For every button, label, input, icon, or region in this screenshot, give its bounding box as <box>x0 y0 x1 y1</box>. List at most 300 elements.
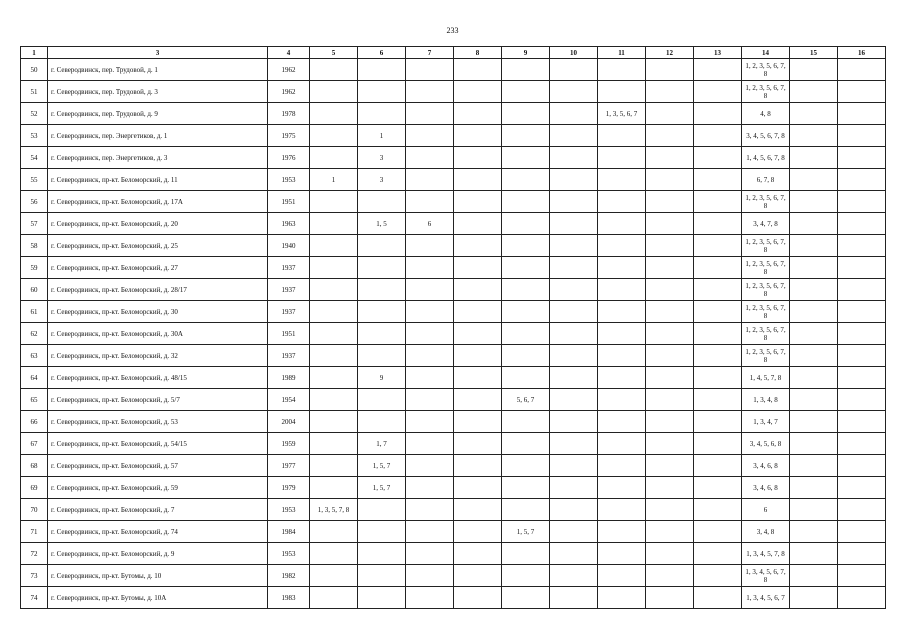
col-12-cell <box>646 103 694 125</box>
col-7-cell <box>406 147 454 169</box>
col-12-cell <box>646 433 694 455</box>
col-5-cell <box>310 543 358 565</box>
col-8-cell <box>454 543 502 565</box>
col-15-cell <box>790 565 838 587</box>
row-number-cell: 58 <box>21 235 48 257</box>
col-10-cell <box>550 323 598 345</box>
col-15-cell <box>790 213 838 235</box>
col-16-cell <box>838 59 886 81</box>
col-10-cell <box>550 125 598 147</box>
table-row <box>21 279 886 301</box>
col-12-cell <box>646 235 694 257</box>
year-built-cell: 1976 <box>268 147 310 169</box>
col-9-cell <box>502 169 550 191</box>
year-built-cell: 1954 <box>268 389 310 411</box>
col-8-cell <box>454 147 502 169</box>
address-cell: г. Северодвинск, пер. Трудовой, д. 1 <box>48 59 268 81</box>
address-cell: г. Северодвинск, пр-кт. Беломорский, д. 25 <box>48 235 268 257</box>
year-built-cell: 1979 <box>268 477 310 499</box>
table-row <box>21 411 886 433</box>
col-8-cell <box>454 389 502 411</box>
col-9-cell <box>502 59 550 81</box>
col-16-cell <box>838 301 886 323</box>
col-8-cell <box>454 125 502 147</box>
col-6-cell <box>358 81 406 103</box>
table-row <box>21 235 886 257</box>
row-number-cell: 55 <box>21 169 48 191</box>
row-number-cell: 65 <box>21 389 48 411</box>
col-header: 13 <box>694 47 742 59</box>
col-10-cell <box>550 389 598 411</box>
row-number-cell: 70 <box>21 499 48 521</box>
col-8-cell <box>454 103 502 125</box>
col-9-cell <box>502 345 550 367</box>
col-6-cell: 3 <box>358 169 406 191</box>
col-11-cell <box>598 235 646 257</box>
col-16-cell <box>838 191 886 213</box>
col-11-cell <box>598 499 646 521</box>
col-5-cell <box>310 345 358 367</box>
col-9-cell <box>502 433 550 455</box>
col-5-cell <box>310 301 358 323</box>
col-14-cell: 1, 3, 4, 8 <box>742 389 790 411</box>
address-cell: г. Северодвинск, пер. Трудовой, д. 9 <box>48 103 268 125</box>
col-10-cell <box>550 279 598 301</box>
col-header: 16 <box>838 47 886 59</box>
year-built-cell: 1963 <box>268 213 310 235</box>
address-cell: г. Северодвинск, пр-кт. Беломорский, д. 48/15 <box>48 367 268 389</box>
table-row <box>21 323 886 345</box>
col-10-cell <box>550 477 598 499</box>
col-14-cell: 1, 2, 3, 5, 6, 7, 8 <box>742 279 790 301</box>
col-7-cell <box>406 411 454 433</box>
col-13-cell <box>694 543 742 565</box>
row-number-cell: 59 <box>21 257 48 279</box>
col-11-cell <box>598 521 646 543</box>
col-10-cell <box>550 213 598 235</box>
col-15-cell <box>790 389 838 411</box>
col-7-cell <box>406 345 454 367</box>
col-16-cell <box>838 235 886 257</box>
col-11-cell <box>598 477 646 499</box>
col-11-cell <box>598 147 646 169</box>
col-14-cell: 1, 2, 3, 5, 6, 7, 8 <box>742 191 790 213</box>
col-header: 4 <box>268 47 310 59</box>
col-5-cell <box>310 147 358 169</box>
col-5-cell <box>310 125 358 147</box>
col-header: 10 <box>550 47 598 59</box>
col-15-cell <box>790 191 838 213</box>
col-12-cell <box>646 191 694 213</box>
col-6-cell <box>358 191 406 213</box>
address-cell: г. Северодвинск, пр-кт. Беломорский, д. 27 <box>48 257 268 279</box>
address-cell: г. Северодвинск, пр-кт. Беломорский, д. 74 <box>48 521 268 543</box>
col-13-cell <box>694 455 742 477</box>
col-9-cell <box>502 565 550 587</box>
col-6-cell <box>358 565 406 587</box>
col-6-cell <box>358 279 406 301</box>
col-13-cell <box>694 213 742 235</box>
col-5-cell <box>310 565 358 587</box>
address-cell: г. Северодвинск, пр-кт. Бутомы, д. 10 <box>48 565 268 587</box>
col-12-cell <box>646 257 694 279</box>
address-cell: г. Северодвинск, пер. Трудовой, д. 3 <box>48 81 268 103</box>
col-6-cell: 1, 5, 7 <box>358 477 406 499</box>
table-row <box>21 367 886 389</box>
year-built-cell: 1982 <box>268 565 310 587</box>
col-9-cell <box>502 455 550 477</box>
col-9-cell <box>502 477 550 499</box>
col-14-cell: 1, 3, 4, 7 <box>742 411 790 433</box>
col-16-cell <box>838 433 886 455</box>
col-6-cell: 1, 5 <box>358 213 406 235</box>
year-built-cell: 2004 <box>268 411 310 433</box>
col-13-cell <box>694 169 742 191</box>
col-10-cell <box>550 587 598 609</box>
col-9-cell <box>502 147 550 169</box>
col-8-cell <box>454 301 502 323</box>
address-cell: г. Северодвинск, пр-кт. Беломорский, д. 30А <box>48 323 268 345</box>
col-16-cell <box>838 455 886 477</box>
col-15-cell <box>790 521 838 543</box>
year-built-cell: 1953 <box>268 499 310 521</box>
col-8-cell <box>454 411 502 433</box>
col-14-cell: 1, 3, 4, 5, 6, 7 <box>742 587 790 609</box>
col-6-cell <box>358 521 406 543</box>
col-8-cell <box>454 499 502 521</box>
table-row <box>21 521 886 543</box>
col-16-cell <box>838 323 886 345</box>
col-6-cell <box>358 257 406 279</box>
col-8-cell <box>454 367 502 389</box>
col-12-cell <box>646 543 694 565</box>
col-10-cell <box>550 433 598 455</box>
col-16-cell <box>838 147 886 169</box>
col-13-cell <box>694 499 742 521</box>
year-built-cell: 1975 <box>268 125 310 147</box>
col-10-cell <box>550 565 598 587</box>
col-9-cell <box>502 213 550 235</box>
col-10-cell <box>550 455 598 477</box>
col-6-cell: 9 <box>358 367 406 389</box>
col-11-cell <box>598 81 646 103</box>
col-9-cell <box>502 257 550 279</box>
col-6-cell <box>358 499 406 521</box>
table-row <box>21 169 886 191</box>
col-13-cell <box>694 389 742 411</box>
row-number-cell: 71 <box>21 521 48 543</box>
col-15-cell <box>790 411 838 433</box>
col-11-cell <box>598 543 646 565</box>
col-10-cell <box>550 103 598 125</box>
col-8-cell <box>454 521 502 543</box>
col-6-cell <box>358 345 406 367</box>
year-built-cell: 1940 <box>268 235 310 257</box>
col-16-cell <box>838 543 886 565</box>
col-14-cell: 1, 2, 3, 5, 6, 7, 8 <box>742 235 790 257</box>
col-13-cell <box>694 235 742 257</box>
col-5-cell <box>310 279 358 301</box>
address-cell: г. Северодвинск, пр-кт. Беломорский, д. 59 <box>48 477 268 499</box>
col-header: 11 <box>598 47 646 59</box>
col-14-cell: 3, 4, 5, 6, 8 <box>742 433 790 455</box>
col-6-cell <box>358 235 406 257</box>
col-7-cell <box>406 169 454 191</box>
col-14-cell: 3, 4, 8 <box>742 521 790 543</box>
col-7-cell <box>406 367 454 389</box>
col-6-cell: 1, 5, 7 <box>358 455 406 477</box>
col-11-cell <box>598 587 646 609</box>
col-header: 5 <box>310 47 358 59</box>
address-cell: г. Северодвинск, пр-кт. Беломорский, д. 9 <box>48 543 268 565</box>
col-8-cell <box>454 191 502 213</box>
row-number-cell: 74 <box>21 587 48 609</box>
table-row <box>21 191 886 213</box>
col-7-cell: 6 <box>406 213 454 235</box>
address-cell: г. Северодвинск, пр-кт. Беломорский, д. 28/17 <box>48 279 268 301</box>
col-9-cell <box>502 367 550 389</box>
col-11-cell <box>598 345 646 367</box>
col-12-cell <box>646 279 694 301</box>
col-12-cell <box>646 499 694 521</box>
col-16-cell <box>838 169 886 191</box>
col-11-cell <box>598 389 646 411</box>
col-15-cell <box>790 587 838 609</box>
col-13-cell <box>694 125 742 147</box>
col-5-cell <box>310 235 358 257</box>
col-7-cell <box>406 565 454 587</box>
col-12-cell <box>646 125 694 147</box>
col-16-cell <box>838 389 886 411</box>
col-14-cell: 1, 4, 5, 6, 7, 8 <box>742 147 790 169</box>
col-header: 12 <box>646 47 694 59</box>
col-13-cell <box>694 411 742 433</box>
col-12-cell <box>646 389 694 411</box>
col-header: 3 <box>48 47 268 59</box>
col-11-cell <box>598 367 646 389</box>
col-8-cell <box>454 455 502 477</box>
col-15-cell <box>790 323 838 345</box>
col-6-cell <box>358 411 406 433</box>
col-13-cell <box>694 191 742 213</box>
col-5-cell <box>310 455 358 477</box>
col-6-cell: 1, 7 <box>358 433 406 455</box>
col-7-cell <box>406 587 454 609</box>
col-12-cell <box>646 301 694 323</box>
col-12-cell <box>646 323 694 345</box>
col-12-cell <box>646 455 694 477</box>
table-row <box>21 345 886 367</box>
row-number-cell: 60 <box>21 279 48 301</box>
col-13-cell <box>694 279 742 301</box>
col-9-cell: 1, 5, 7 <box>502 521 550 543</box>
col-15-cell <box>790 455 838 477</box>
col-16-cell <box>838 367 886 389</box>
col-13-cell <box>694 433 742 455</box>
col-5-cell <box>310 411 358 433</box>
col-7-cell <box>406 477 454 499</box>
table-row <box>21 125 886 147</box>
col-7-cell <box>406 543 454 565</box>
col-5-cell <box>310 367 358 389</box>
col-15-cell <box>790 59 838 81</box>
col-9-cell <box>502 499 550 521</box>
col-7-cell <box>406 125 454 147</box>
col-9-cell <box>502 411 550 433</box>
col-5-cell <box>310 213 358 235</box>
col-11-cell <box>598 191 646 213</box>
col-14-cell: 3, 4, 6, 8 <box>742 477 790 499</box>
address-cell: г. Северодвинск, пр-кт. Беломорский, д. 20 <box>48 213 268 235</box>
col-15-cell <box>790 81 838 103</box>
col-10-cell <box>550 521 598 543</box>
year-built-cell: 1937 <box>268 345 310 367</box>
row-number-cell: 61 <box>21 301 48 323</box>
col-9-cell: 5, 6, 7 <box>502 389 550 411</box>
register-table <box>20 46 886 609</box>
table-row <box>21 499 886 521</box>
col-16-cell <box>838 345 886 367</box>
row-number-cell: 64 <box>21 367 48 389</box>
col-7-cell <box>406 389 454 411</box>
col-13-cell <box>694 565 742 587</box>
col-16-cell <box>838 587 886 609</box>
table-row <box>21 587 886 609</box>
col-8-cell <box>454 565 502 587</box>
col-5-cell <box>310 59 358 81</box>
table-row <box>21 301 886 323</box>
col-10-cell <box>550 147 598 169</box>
col-13-cell <box>694 587 742 609</box>
col-7-cell <box>406 257 454 279</box>
col-10-cell <box>550 81 598 103</box>
col-13-cell <box>694 147 742 169</box>
col-12-cell <box>646 147 694 169</box>
col-header: 8 <box>454 47 502 59</box>
col-16-cell <box>838 565 886 587</box>
address-cell: г. Северодвинск, пер. Энергетиков, д. 1 <box>48 125 268 147</box>
table-row <box>21 213 886 235</box>
col-7-cell <box>406 323 454 345</box>
col-14-cell: 3, 4, 6, 8 <box>742 455 790 477</box>
col-5-cell <box>310 389 358 411</box>
col-15-cell <box>790 301 838 323</box>
col-5-cell: 1, 3, 5, 7, 8 <box>310 499 358 521</box>
row-number-cell: 57 <box>21 213 48 235</box>
col-8-cell <box>454 279 502 301</box>
address-cell: г. Северодвинск, пр-кт. Беломорский, д. 57 <box>48 455 268 477</box>
table-row <box>21 257 886 279</box>
year-built-cell: 1984 <box>268 521 310 543</box>
col-header: 1 <box>21 47 48 59</box>
col-15-cell <box>790 103 838 125</box>
col-14-cell: 6, 7, 8 <box>742 169 790 191</box>
col-6-cell <box>358 543 406 565</box>
table-row <box>21 455 886 477</box>
col-16-cell <box>838 477 886 499</box>
col-16-cell <box>838 521 886 543</box>
col-7-cell <box>406 235 454 257</box>
col-8-cell <box>454 213 502 235</box>
address-cell: г. Северодвинск, пер. Энергетиков, д. 3 <box>48 147 268 169</box>
col-12-cell <box>646 521 694 543</box>
col-12-cell <box>646 81 694 103</box>
col-6-cell <box>358 389 406 411</box>
year-built-cell: 1989 <box>268 367 310 389</box>
col-6-cell <box>358 323 406 345</box>
col-15-cell <box>790 477 838 499</box>
address-cell: г. Северодвинск, пр-кт. Беломорский, д. 32 <box>48 345 268 367</box>
col-14-cell: 1, 2, 3, 5, 6, 7, 8 <box>742 345 790 367</box>
row-number-cell: 51 <box>21 81 48 103</box>
col-12-cell <box>646 169 694 191</box>
col-6-cell <box>358 301 406 323</box>
year-built-cell: 1977 <box>268 455 310 477</box>
col-8-cell <box>454 169 502 191</box>
col-11-cell <box>598 323 646 345</box>
col-12-cell <box>646 345 694 367</box>
col-16-cell <box>838 213 886 235</box>
col-header: 15 <box>790 47 838 59</box>
address-cell: г. Северодвинск, пр-кт. Беломорский, д. 11 <box>48 169 268 191</box>
row-number-cell: 67 <box>21 433 48 455</box>
col-14-cell: 1, 2, 3, 5, 6, 7, 8 <box>742 323 790 345</box>
col-8-cell <box>454 587 502 609</box>
table-row <box>21 389 886 411</box>
col-12-cell <box>646 59 694 81</box>
col-15-cell <box>790 543 838 565</box>
col-10-cell <box>550 191 598 213</box>
col-8-cell <box>454 81 502 103</box>
col-14-cell: 1, 3, 4, 5, 6, 7, 8 <box>742 565 790 587</box>
col-7-cell <box>406 455 454 477</box>
year-built-cell: 1978 <box>268 103 310 125</box>
col-header: 6 <box>358 47 406 59</box>
col-14-cell: 1, 2, 3, 5, 6, 7, 8 <box>742 257 790 279</box>
col-9-cell <box>502 235 550 257</box>
col-11-cell <box>598 433 646 455</box>
year-built-cell: 1983 <box>268 587 310 609</box>
year-built-cell: 1937 <box>268 257 310 279</box>
table-row <box>21 543 886 565</box>
col-13-cell <box>694 477 742 499</box>
row-number-cell: 69 <box>21 477 48 499</box>
table-row <box>21 59 886 81</box>
col-11-cell <box>598 279 646 301</box>
row-number-cell: 68 <box>21 455 48 477</box>
col-9-cell <box>502 103 550 125</box>
address-cell: г. Северодвинск, пр-кт. Беломорский, д. 30 <box>48 301 268 323</box>
col-14-cell: 1, 4, 5, 7, 8 <box>742 367 790 389</box>
col-5-cell <box>310 477 358 499</box>
col-16-cell <box>838 257 886 279</box>
col-5-cell <box>310 323 358 345</box>
col-5-cell <box>310 433 358 455</box>
col-14-cell: 3, 4, 7, 8 <box>742 213 790 235</box>
col-12-cell <box>646 411 694 433</box>
col-15-cell <box>790 345 838 367</box>
col-15-cell <box>790 147 838 169</box>
col-5-cell <box>310 257 358 279</box>
year-built-cell: 1962 <box>268 59 310 81</box>
col-16-cell <box>838 411 886 433</box>
col-9-cell <box>502 191 550 213</box>
col-10-cell <box>550 367 598 389</box>
col-12-cell <box>646 477 694 499</box>
col-5-cell <box>310 81 358 103</box>
col-14-cell: 6 <box>742 499 790 521</box>
col-11-cell: 1, 3, 5, 6, 7 <box>598 103 646 125</box>
